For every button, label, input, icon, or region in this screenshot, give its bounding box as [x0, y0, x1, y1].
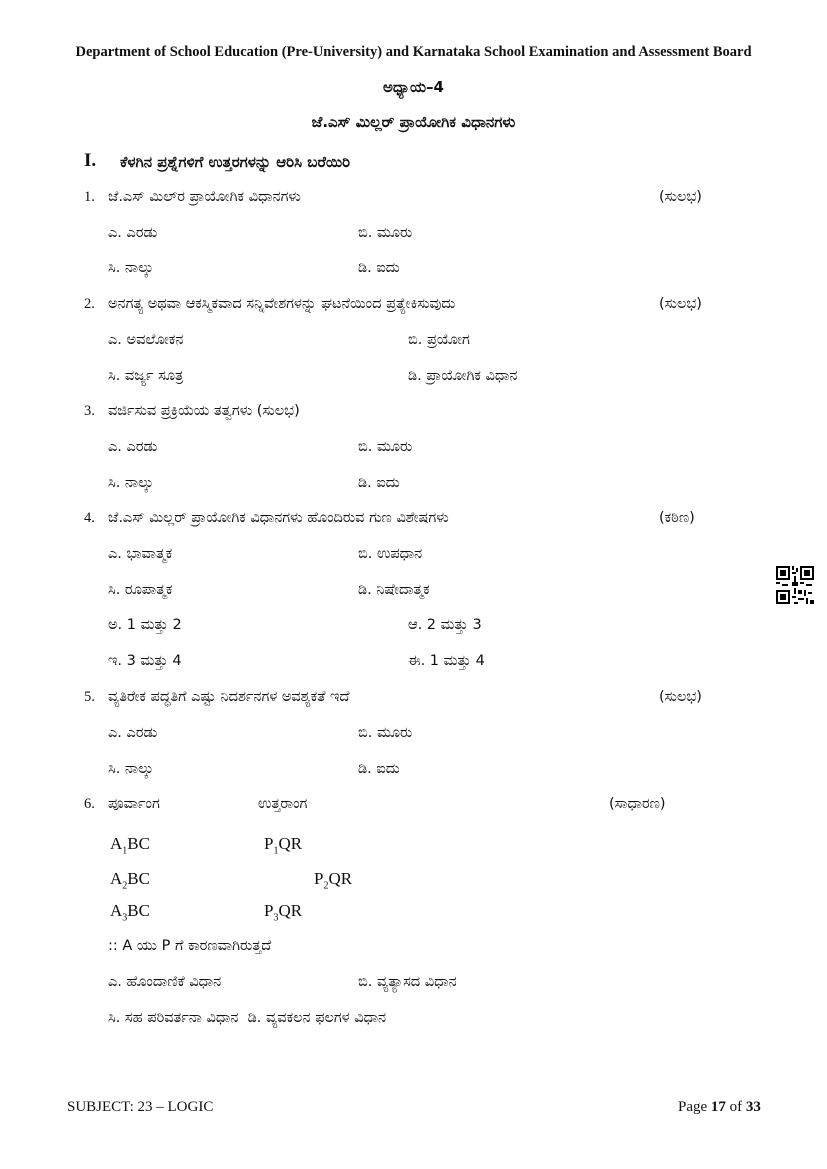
- q4-choice-4: ಈ. 1 ಮತ್ತು 4: [408, 653, 485, 669]
- q4-difficulty: (ಕಠಿಣ): [659, 510, 695, 526]
- q3-option-c: ಸಿ. ನಾಲ್ಕು: [108, 475, 154, 491]
- q5-text: ವ್ಯತಿರೇಕ ಪದ್ಧತಿಗೆ ಎಷ್ಟು ನಿದರ್ಶನಗಳ ಅವಶ್ಯಕತೆ ಇದೆ: [108, 689, 350, 705]
- q4-option-b: ಬಿ. ಉಪಧಾನ: [358, 546, 423, 562]
- q4-option-a: ಎ. ಭಾವಾತ್ಮಕ: [108, 546, 173, 562]
- q6-antecedent-3: $A_3BC$: [110, 901, 150, 924]
- subject-label: SUBJECT: 23 – LOGIC: [67, 1099, 214, 1115]
- q5-option-d: ಡಿ. ಐದು: [358, 761, 400, 777]
- q3-text: ವರ್ಜಿಸುವ ಪ್ರಕ್ರಿಯೆಯ ತತ್ವಗಳು (ಸುಲಭ): [108, 403, 300, 419]
- q2-text: ಅನಗತ್ಯ ಅಥವಾ ಆಕಸ್ಮಿಕವಾದ ಸನ್ನಿವೇಶಗಳನ್ನು ಘಟನೆಯಿಂದ ಪ್ರತ್ಯೇಕಿಸುವುದು: [108, 296, 456, 312]
- q5-option-b: ಬಿ. ಮೂರು: [358, 725, 413, 741]
- q2-option-a: ಎ. ಅವಲೋಕನ: [108, 332, 184, 348]
- qr-code-icon: [776, 566, 814, 604]
- section-instruction: ಕೆಳಗಿನ ಪ್ರಶ್ನೆಗಳಿಗೆ ಉತ್ತರಗಳನ್ನು ಆರಿಸಿ ಬರೆಯಿರಿ: [120, 153, 351, 171]
- q5-difficulty: (ಸುಲಭ): [659, 689, 702, 705]
- chapter-number: ಅಧ್ಯಾಯ–4: [383, 78, 444, 96]
- q2-option-b: ಬಿ. ಪ್ರಯೋಗ: [408, 332, 470, 348]
- chapter-title: ಜೆ.ಎಸ್ ಮಿಲ್ಲರ್ ಪ್ರಾಯೋಗಿಕ ವಿಧಾನಗಳು: [311, 113, 516, 131]
- q6-consequent-1: $P_1QR$: [264, 834, 303, 857]
- q2-option-d: ಡಿ. ಪ್ರಾಯೋಗಿಕ ವಿಧಾನ: [408, 368, 518, 384]
- q4-number: 4.: [84, 510, 95, 526]
- q5-option-a: ಎ. ಎರಡು: [108, 725, 158, 741]
- q1-difficulty: (ಸುಲಭ): [659, 189, 702, 205]
- q6-conclusion: :: A ಯು P ಗೆ ಕಾರಣವಾಗಿರುತ್ತದೆ: [108, 938, 272, 954]
- q1-number: 1.: [84, 189, 95, 205]
- q3-option-b: ಬಿ. ಮೂರು: [358, 439, 413, 455]
- q1-option-c: ಸಿ. ನಾಲ್ಕು: [108, 260, 154, 276]
- q6-consequent-3: $P_3QR$: [264, 901, 303, 924]
- q3-option-d: ಡಿ. ಐದು: [358, 475, 400, 491]
- q2-number: 2.: [84, 296, 95, 312]
- q6-option-a: ಎ. ಹೊಂದಾಣಿಕೆ ವಿಧಾನ: [108, 974, 222, 990]
- q1-text: ಜೆ.ಎಸ್ ಮಿಲ್‌ರ ಪ್ರಾಯೋಗಿಕ ವಿಧಾನಗಳು: [108, 189, 301, 205]
- q1-option-a: ಎ. ಎರಡು: [108, 225, 158, 241]
- q3-option-a: ಎ. ಎರಡು: [108, 439, 158, 455]
- q4-choice-2: ಆ. 2 ಮತ್ತು 3: [408, 617, 482, 633]
- q6-option-b: ಬಿ. ವ್ಯತ್ಯಾಸದ ವಿಧಾನ: [358, 974, 457, 990]
- board-header: Department of School Education (Pre-University) and Karnataka School Examination and Assessment Board: [75, 44, 752, 60]
- q2-option-c: ಸಿ. ವರ್ಜ್ಯ ಸೂತ್ರ: [108, 368, 184, 384]
- q6-antecedent-1: $A_1BC$: [110, 834, 150, 857]
- q4-choice-1: ಅ. 1 ಮತ್ತು 2: [108, 617, 182, 633]
- q5-number: 5.: [84, 689, 95, 705]
- q4-option-c: ಸಿ. ರೂಪಾತ್ಮಕ: [108, 582, 173, 598]
- q5-option-c: ಸಿ. ನಾಲ್ಕು: [108, 761, 154, 777]
- q6-option-c-d: ಸಿ. ಸಹ ಪರಿವರ್ತನಾ ವಿಧಾನ ಡಿ. ವ್ಯವಕಲನ ಫಲಗಳ ವಿಧಾನ: [108, 1010, 387, 1026]
- q4-option-d: ಡಿ. ನಿಷೇದಾತ್ಮಕ: [358, 582, 430, 598]
- q6-consequent-2: $P_2QR$: [314, 869, 353, 892]
- q3-number: 3.: [84, 403, 95, 419]
- q1-option-d: ಡಿ. ಐದು: [358, 260, 400, 276]
- q4-choice-3: ಇ. 3 ಮತ್ತು 4: [108, 653, 182, 669]
- page-number: Page 17 of 33: [678, 1099, 761, 1115]
- q6-column-consequent: ಉತ್ತರಾಂಗ: [258, 796, 308, 812]
- q6-antecedent-2: $A_2BC$: [110, 869, 150, 892]
- q1-option-b: ಬಿ. ಮೂರು: [358, 225, 413, 241]
- q2-difficulty: (ಸುಲಭ): [659, 296, 702, 312]
- q6-column-antecedent: ಪೂರ್ವಾಂಗ: [108, 796, 160, 812]
- q6-number: 6.: [84, 796, 95, 812]
- q6-difficulty: (ಸಾಧಾರಣ): [609, 796, 666, 812]
- q4-text: ಜೆ.ಎಸ್ ಮಿಲ್ಲರ್ ಪ್ರಾಯೋಗಿಕ ವಿಧಾನಗಳು ಹೊಂದಿರುವ ಗುಣ ವಿಶೇಷಗಳು: [108, 510, 449, 526]
- section-number: I.: [84, 150, 97, 171]
